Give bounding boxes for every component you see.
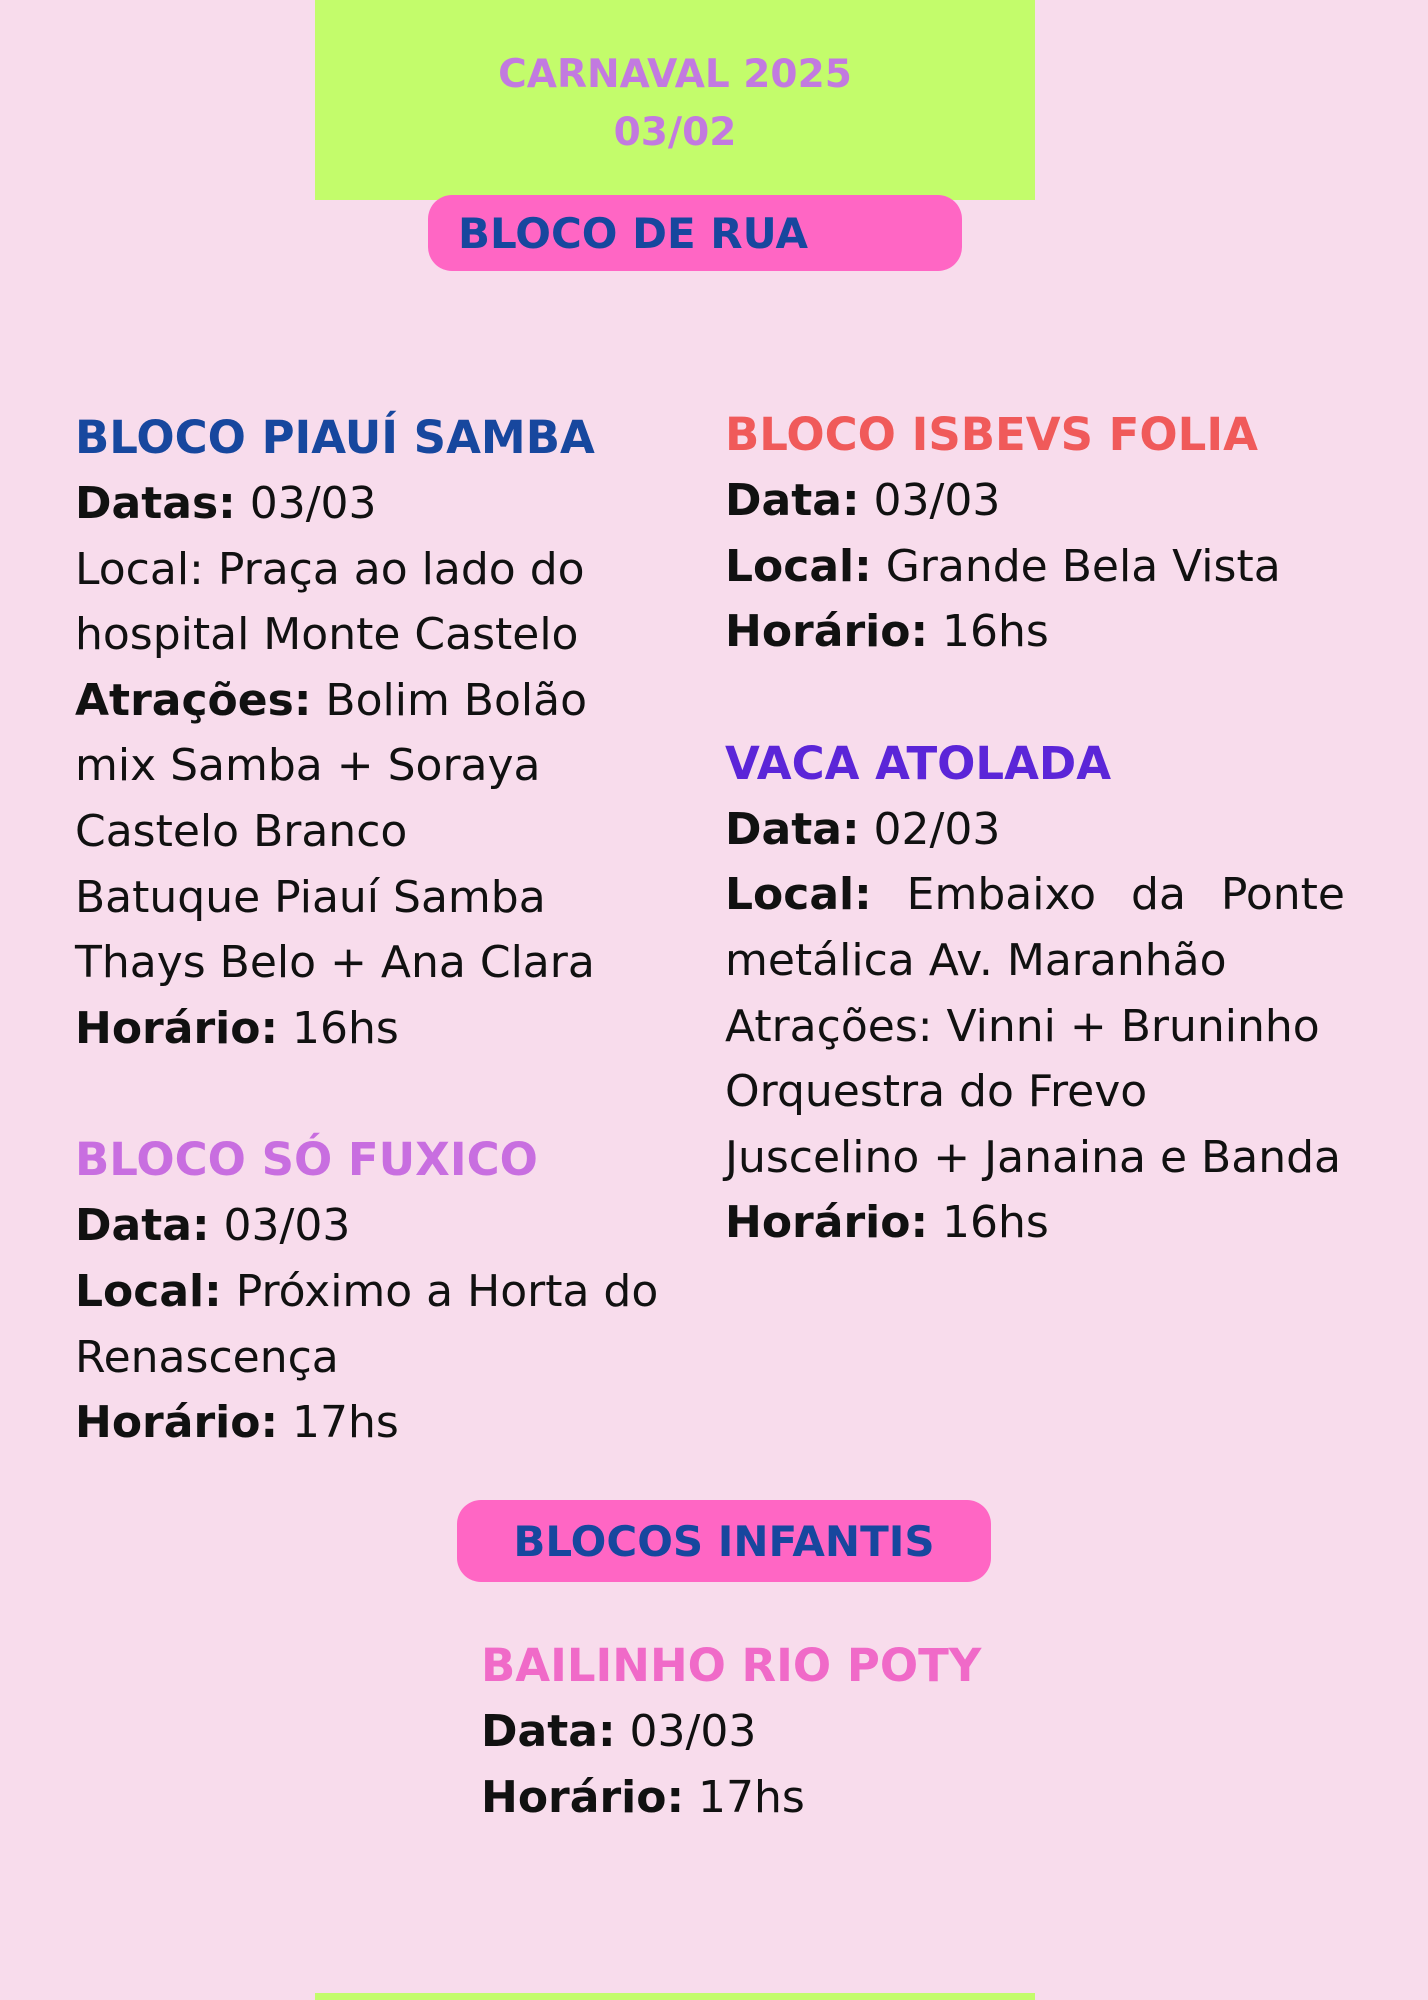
data-line — [725, 468, 1345, 534]
local-line: Local: Praça ao lado do — [75, 543, 585, 595]
atracoes-line-2: Orquestra do Frevo — [725, 1066, 1148, 1118]
data-label: Data: — [725, 803, 860, 855]
bloco-so-fuxico — [75, 1127, 675, 1455]
horario-value: 17hs — [278, 1397, 399, 1449]
right-column — [725, 402, 1345, 1256]
local-line-2: metálica Av. Maranhão — [725, 934, 1227, 986]
datas-value: 03/03 — [235, 478, 377, 529]
horario-label: Horário: — [75, 1002, 279, 1054]
local-value: Grande Bela Vista — [871, 540, 1281, 592]
local-line — [75, 1259, 675, 1325]
horario-line — [725, 1190, 1345, 1256]
local-value: Próximo a Horta do — [221, 1265, 659, 1317]
horario-line — [481, 1765, 1081, 1831]
atracoes-label: Atrações: — [75, 674, 312, 726]
bloco-vaca-atolada — [725, 731, 1345, 1256]
atracoes-line-3: Juscelino + Janaina e Banda — [725, 1131, 1341, 1183]
local-line-2: hospital Monte Castelo — [75, 609, 579, 661]
left-column — [75, 405, 675, 1456]
data-line — [75, 1193, 675, 1259]
atracoes-line-5: Thays Belo + Ana Clara — [75, 937, 595, 989]
data-value: 03/03 — [209, 1200, 351, 1252]
section-label-blocos-infantis — [457, 1500, 991, 1582]
bloco-isbevs-folia — [725, 402, 1345, 665]
datas-label: Datas: — [75, 478, 236, 529]
local-word: Embaixo — [906, 869, 1097, 921]
center-column — [481, 1633, 1081, 1830]
datas-line — [75, 471, 675, 537]
horario-value: 16hs — [928, 606, 1049, 658]
section-label-bloco-de-rua — [428, 195, 962, 271]
data-label: Data: — [75, 1200, 210, 1252]
bloco-title: BLOCO PIAUÍ SAMBA — [75, 411, 595, 464]
atracoes-line-3: Castelo Branco — [75, 805, 408, 857]
bloco-title: BLOCO SÓ FUXICO — [75, 1133, 538, 1187]
data-label: Data: — [481, 1706, 616, 1757]
section-label-text: BLOCO DE RUA — [458, 208, 808, 258]
local-label: Local: — [725, 540, 872, 592]
atracoes-line-4: Batuque Piauí Samba — [75, 871, 546, 923]
atracoes-line: Atrações: Vinni + Bruninho — [725, 1000, 1320, 1052]
spacer — [75, 1061, 675, 1127]
bloco-title: VACA ATOLADA — [725, 736, 1112, 790]
atracoes-line — [75, 668, 675, 734]
horario-value: 16hs — [278, 1002, 399, 1054]
header-title: CARNAVAL 2025 — [498, 52, 852, 97]
bloco-title: BLOCO ISBEVS FOLIA — [725, 408, 1258, 461]
bloco-title: BAILINHO RIO POTY — [481, 1639, 982, 1692]
atracoes-value: Bolim Bolão — [311, 674, 588, 726]
data-value: 03/03 — [615, 1706, 757, 1757]
local-line-2: Renascença — [75, 1331, 339, 1383]
horario-value: 17hs — [684, 1771, 805, 1823]
local-word: da — [1131, 869, 1186, 921]
section-label-text: BLOCOS INFANTIS — [513, 1516, 935, 1566]
spacer — [725, 665, 1345, 731]
data-value: 03/03 — [859, 475, 1001, 526]
horario-label: Horário: — [75, 1397, 279, 1449]
local-line — [725, 534, 1345, 600]
horario-line — [725, 599, 1345, 665]
horario-label: Horário: — [725, 606, 929, 658]
header-date: 03/02 — [613, 110, 737, 155]
horario-label: Horário: — [725, 1197, 929, 1249]
horario-line — [75, 996, 675, 1062]
data-line — [725, 797, 1345, 863]
local-word: Ponte — [1220, 869, 1345, 921]
header-banner — [315, 0, 1035, 200]
local-label: Local: — [75, 1265, 222, 1317]
horario-value: 16hs — [928, 1197, 1049, 1249]
bottom-banner-strip — [315, 1993, 1035, 2000]
data-line — [481, 1699, 1081, 1765]
bloco-bailinho-rio-poty — [481, 1633, 1081, 1830]
data-value: 02/03 — [859, 803, 1001, 855]
local-line — [725, 862, 1345, 928]
data-label: Data: — [725, 475, 860, 526]
local-label: Local: — [725, 869, 872, 921]
atracoes-line-2: mix Samba + Soraya — [75, 740, 541, 792]
horario-line — [75, 1390, 675, 1456]
bloco-piaui-samba — [75, 405, 675, 1061]
horario-label: Horário: — [481, 1771, 685, 1823]
